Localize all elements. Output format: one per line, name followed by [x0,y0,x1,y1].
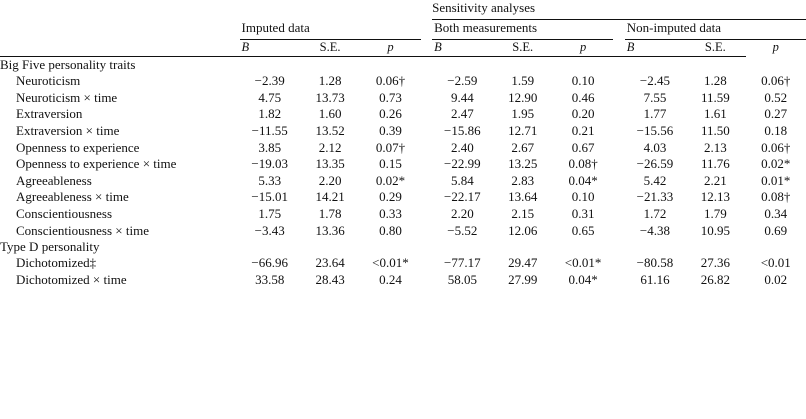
cell-b: −2.45 [639,73,670,88]
group-title-label: Non-imputed data [626,20,721,35]
spacer-cell [421,20,432,37]
cell-se: 14.21 [315,189,345,205]
table-row [0,255,806,272]
row-label: Dichotomized‡ [16,255,97,271]
cell-se: 2.83 [511,172,535,188]
cell-se: 1.28 [703,73,727,88]
header-b-imputed: B [241,40,250,54]
cell-se: 11.50 [700,122,730,138]
table-row [0,123,806,140]
cell-b: −2.59 [447,73,478,88]
cell-se: 28.43 [315,271,345,287]
cell-b: 1.82 [258,106,282,122]
cell-b: −3.43 [254,222,285,238]
cell-b: −11.55 [251,122,288,138]
section-header-row [0,57,806,74]
cell-b: 33.58 [255,271,285,287]
cell-se: 1.60 [318,106,342,122]
row-label: Conscientiousness × time [16,222,149,238]
spacer-cell [613,255,624,272]
cell-p: 0.21 [571,122,595,138]
row-label: Openness to experience [16,139,140,155]
cell-p: 0.65 [571,222,595,238]
spacer-cell [613,73,624,90]
cell-b: 1.75 [258,206,282,221]
cell-se: 12.71 [508,122,538,138]
cell-b: 5.84 [450,172,474,188]
spacer-cell [421,106,432,123]
cell-se: 13.35 [315,156,345,172]
spacer-cell [421,206,432,223]
cell-b: −5.52 [447,222,478,238]
cell-se: 13.64 [508,189,538,205]
cell-p: 0.46 [571,89,595,105]
spacer-cell [421,272,432,289]
sensitivity-header-row [0,0,806,16]
row-label: Neuroticism × time [16,89,118,105]
cell-se: 2.12 [318,139,342,155]
spacer-cell [421,0,432,16]
cell-p: 0.08† [568,156,598,172]
cell-se: 29.47 [508,255,538,271]
cell-se: 11.76 [700,156,730,172]
table-row [0,272,806,289]
table-row [0,106,806,123]
cell-se: 12.13 [700,189,730,205]
sensitivity-analyses-title: Sensitivity analyses [432,0,536,15]
cell-p: 0.34 [764,206,788,221]
cell-p: 0.10 [571,73,595,88]
cell-b: 5.33 [258,172,282,188]
cell-p: 0.06† [761,73,791,88]
row-label: Dichotomized × time [16,271,127,287]
cell-b: 58.05 [447,271,477,287]
spacer-cell [613,106,624,123]
group-title-label: Both measurements [434,20,538,35]
cell-se: 11.59 [700,89,730,105]
cell-se: 13.73 [315,89,345,105]
cell-p: 0.27 [764,106,788,122]
spacer-cell [613,20,624,37]
spacer-cell [421,90,432,107]
spacer-cell [421,156,432,173]
cell-se: 13.36 [315,222,345,238]
cell-se: 1.79 [703,206,727,221]
spacer-cell [613,206,624,223]
cell-b: −77.17 [444,255,481,271]
table-row [0,206,806,223]
spacer-cell [613,223,624,240]
cell-p: 0.39 [379,122,402,138]
column-header-row [0,40,806,56]
cell-b: −15.01 [251,189,288,205]
header-se-both: S.E. [512,40,534,54]
cell-p: 0.02* [761,156,791,172]
cell-b: 2.47 [450,106,474,122]
spacer-cell [421,40,432,56]
cell-se: 27.99 [508,271,538,287]
table-row [0,140,806,157]
cell-b: −22.99 [444,156,481,172]
spacer-cell [613,40,624,56]
spacer-cell [0,0,240,16]
cell-se: 23.64 [315,255,345,271]
header-p-both: p [579,40,587,54]
cell-b: −15.86 [444,122,481,138]
cell-p: 0.31 [571,206,595,221]
table-row [0,73,806,90]
spacer-cell [613,123,624,140]
cell-se: 1.78 [318,206,342,221]
row-label: Openness to experience × time [16,156,177,172]
spacer-cell [421,223,432,240]
cell-se: 12.90 [508,89,538,105]
cell-p: 0.08† [761,189,791,205]
cell-p: 0.04* [568,172,598,188]
table-row [0,90,806,107]
cell-se: 1.59 [511,73,535,88]
cell-se: 1.95 [511,106,535,122]
header-se-imputed: S.E. [319,40,341,54]
cell-b: −19.03 [251,156,288,172]
cell-b: −21.33 [636,189,674,205]
cell-b: 9.44 [450,89,474,105]
cell-p: 0.52 [764,89,788,105]
table-row [0,223,806,240]
cell-b: −22.17 [444,189,481,205]
cell-se: 2.21 [703,172,727,188]
group-title-both-measurements [432,20,613,37]
header-b-both: B [434,40,442,54]
section-title-big-five: Big Five personality traits [0,57,136,72]
cell-p: 0.15 [379,156,402,172]
spacer-cell [421,189,432,206]
cell-b: −2.39 [254,73,285,88]
group-title-label: Imputed data [241,20,310,35]
header-b-nonimputed: B [626,40,635,54]
cell-p: 0.10 [571,189,595,205]
spacer-cell [0,20,240,37]
cell-p: <0.01 [760,255,791,271]
spacer-cell [613,90,624,107]
cell-se: 1.61 [703,106,727,122]
spacer-cell [240,0,421,16]
cell-b: 4.75 [258,89,282,105]
cell-se: 1.28 [318,73,342,88]
cell-b: −4.38 [639,222,670,238]
cell-se: 27.36 [700,255,730,271]
spacer-cell [613,140,624,157]
cell-b: 7.55 [643,89,667,105]
row-label-header [0,40,240,56]
cell-b: 2.40 [450,139,474,155]
table-row [0,156,806,173]
spacer-cell [613,156,624,173]
cell-p: 0.06† [761,139,791,155]
cell-b: 1.72 [643,206,667,221]
table-row [0,173,806,190]
cell-b: 2.20 [450,206,474,221]
group-title-imputed-data [240,20,421,37]
cell-se: 13.52 [315,122,345,138]
cell-p: 0.73 [379,89,402,105]
cell-p: 0.06† [375,73,406,88]
row-label: Agreeableness × time [16,189,129,205]
spacer-cell [421,255,432,272]
cell-b: 3.85 [258,139,282,155]
row-label: Agreeableness [16,172,92,188]
cell-p: <0.01* [564,255,602,271]
section-header-row [0,239,806,255]
cell-se: 13.25 [508,156,538,172]
cell-p: 0.24 [379,271,402,287]
group-title-non-imputed-data [625,20,806,37]
cell-p: 0.20 [571,106,595,122]
cell-b: −15.56 [636,122,674,138]
cell-se: 12.06 [508,222,538,238]
spacer-cell [421,173,432,190]
cell-se: 2.13 [703,139,727,155]
spacer-cell [613,189,624,206]
cell-p: 0.33 [379,206,402,221]
cell-b: 4.03 [643,139,667,155]
cell-b: −80.58 [636,255,674,271]
cell-p: <0.01* [372,255,409,271]
cell-se: 2.67 [511,139,535,155]
group-title-row [0,20,806,37]
cell-p: 0.69 [764,222,788,238]
row-label: Conscientiousness [16,206,113,221]
cell-p: 0.04* [568,271,598,287]
row-label: Extraversion × time [16,122,120,138]
cell-b: 1.77 [643,106,667,122]
cell-se: 26.82 [700,271,730,287]
cell-b: −66.96 [251,255,288,271]
cell-b: 61.16 [640,271,670,287]
spacer-cell [421,140,432,157]
cell-p: 0.01* [761,172,791,188]
cell-p: 0.67 [571,139,595,155]
table-row [0,189,806,206]
spacer-cell [421,123,432,140]
cell-p: 0.07† [375,139,406,155]
cell-b: −26.59 [636,156,674,172]
header-se-nonimputed: S.E. [704,40,726,54]
spacer-cell [421,73,432,90]
cell-p: 0.18 [764,122,788,138]
cell-p: 0.02 [764,271,788,287]
cell-se: 2.20 [318,172,342,188]
cell-p: 0.80 [379,222,402,238]
cell-se: 2.15 [511,206,535,221]
spacer-cell [613,173,624,190]
row-label: Neuroticism [16,73,81,88]
cell-p: 0.29 [379,189,402,205]
cell-b: 5.42 [643,172,667,188]
spacer-cell [613,272,624,289]
row-label: Extraversion [16,106,83,122]
section-title-type-d: Type D personality [0,239,100,255]
header-p-imputed: p [387,40,394,54]
cell-p: 0.02* [375,172,406,188]
cell-p: 0.26 [379,106,402,122]
cell-se: 10.95 [700,222,730,238]
header-p-nonimputed: p [772,40,779,54]
